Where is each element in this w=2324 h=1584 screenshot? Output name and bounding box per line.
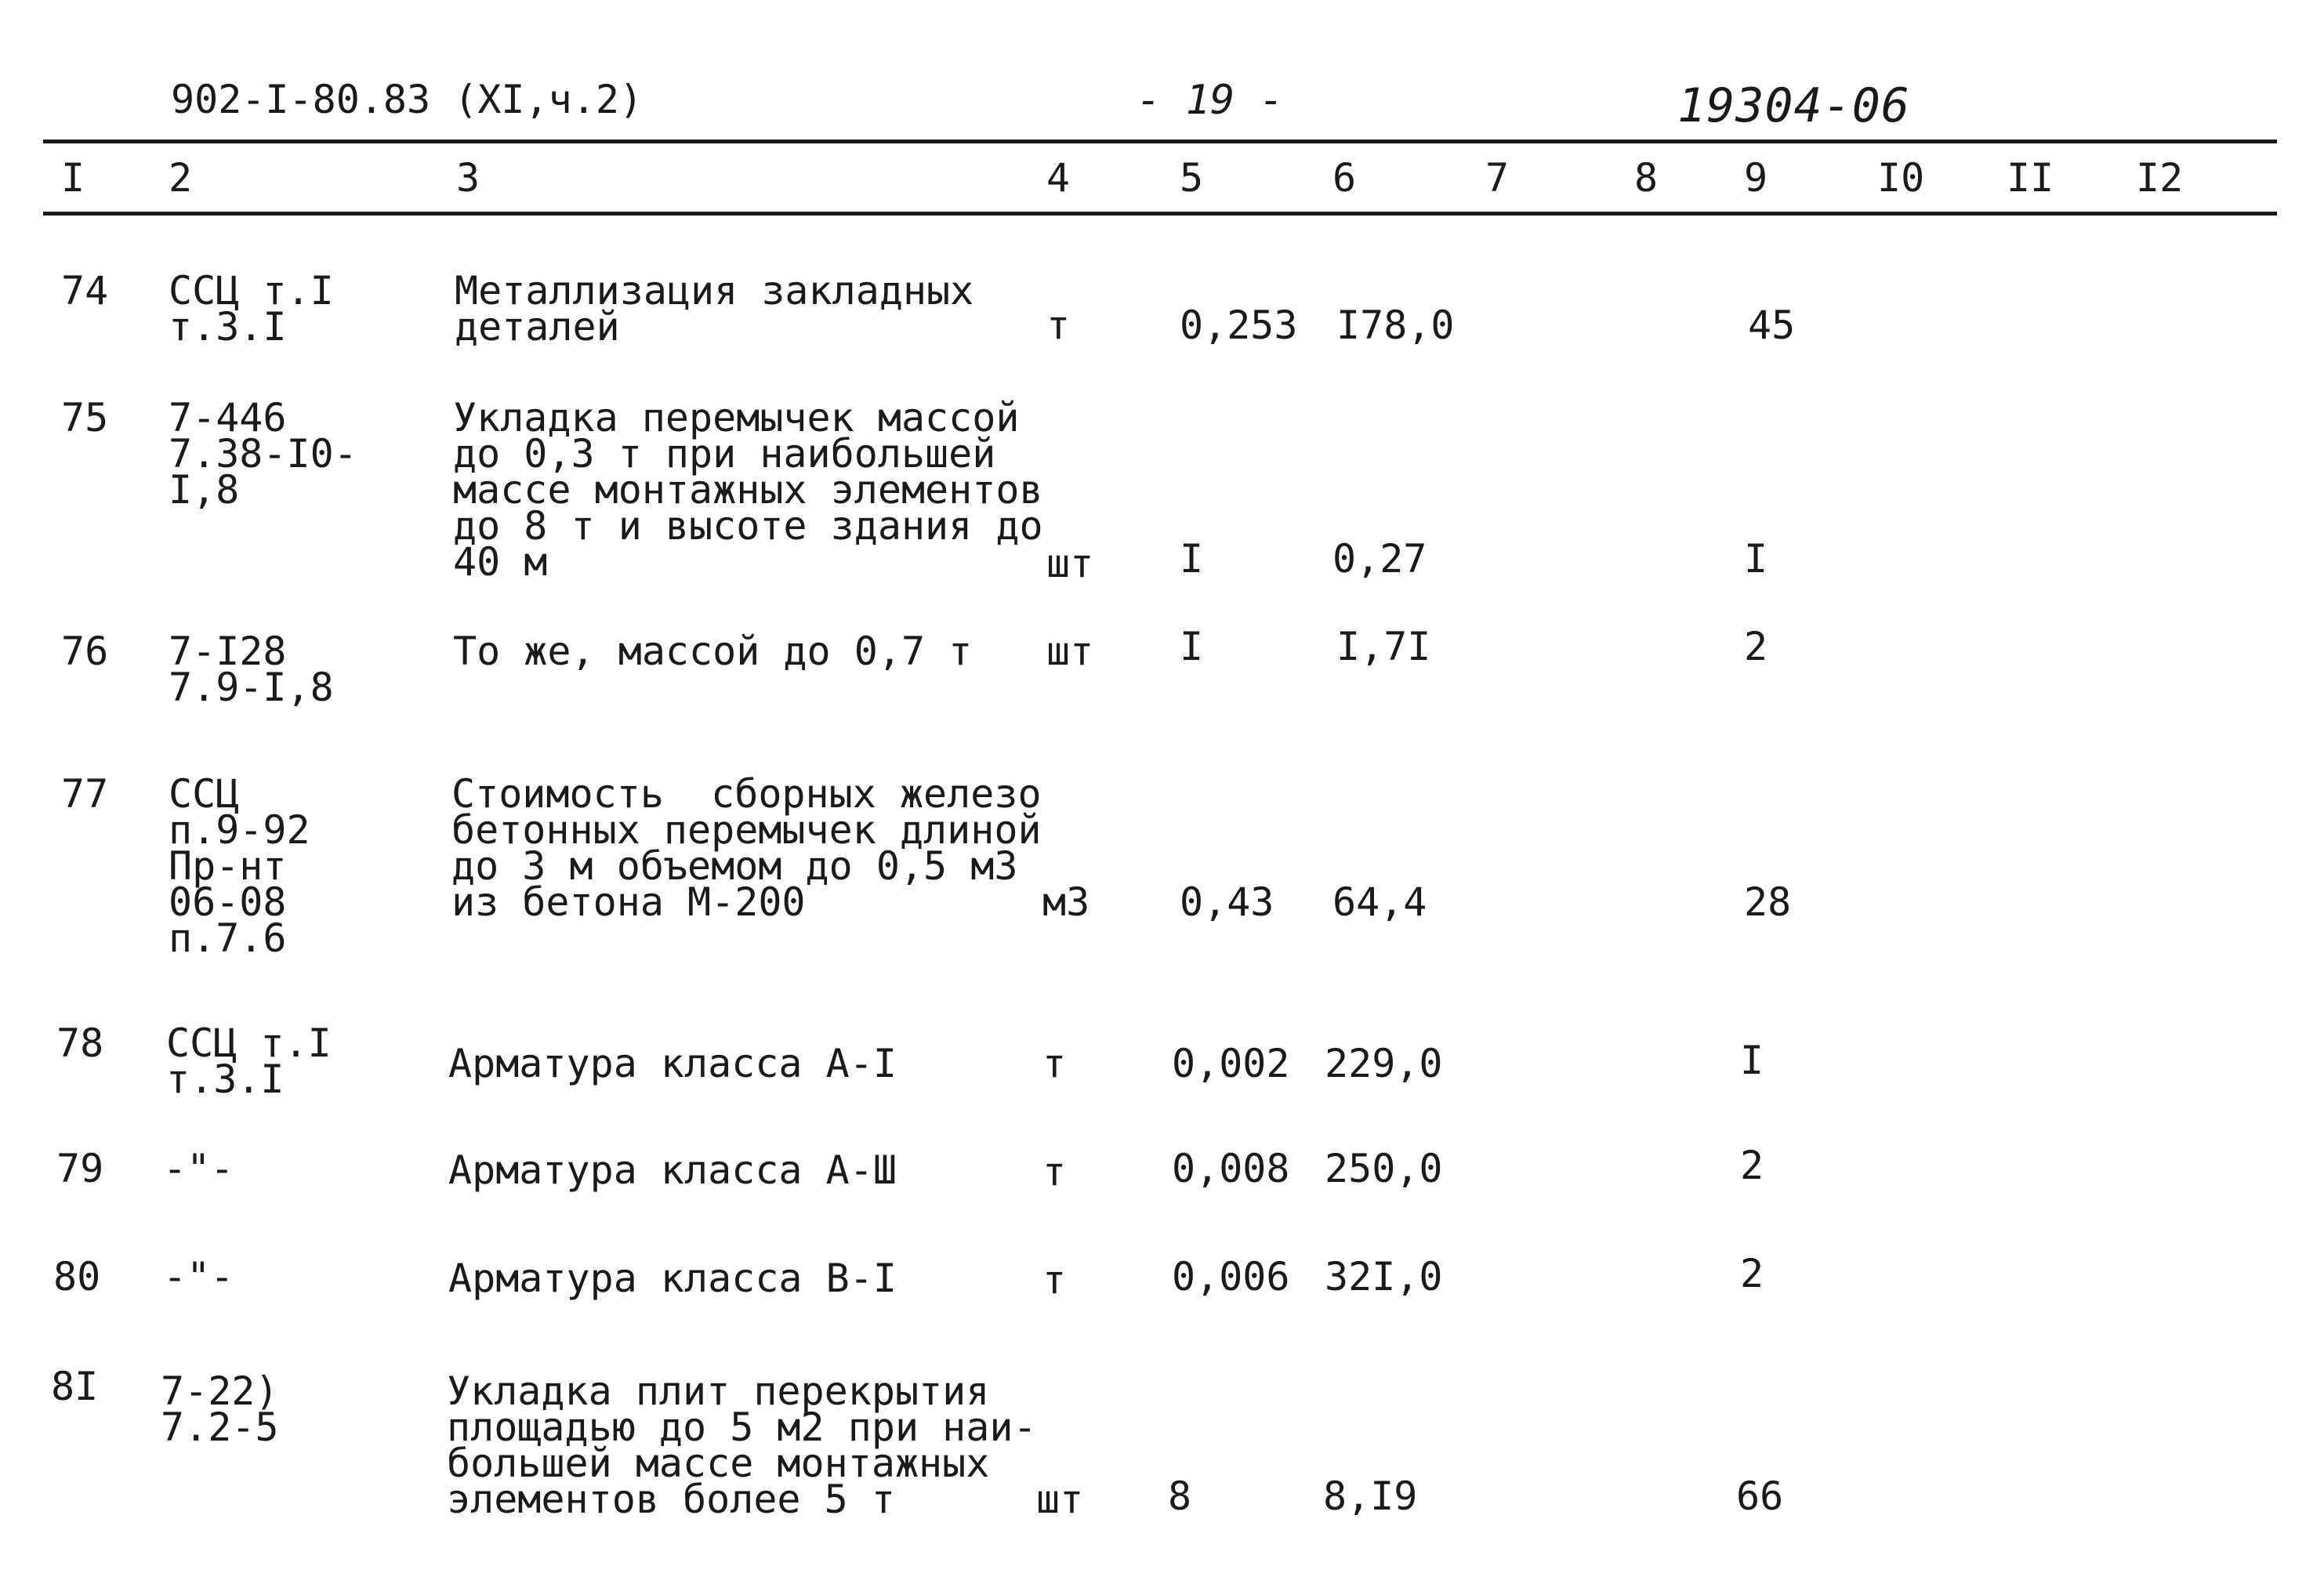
unit-price: 229,0 bbox=[1325, 1041, 1443, 1086]
work-description: Арматура класса В-I bbox=[448, 1256, 897, 1301]
unit-price: I,7I bbox=[1336, 624, 1431, 669]
column-header: 5 bbox=[1180, 155, 1204, 201]
unit-price: 8,I9 bbox=[1323, 1473, 1418, 1519]
quantity: I bbox=[1180, 536, 1204, 582]
norm-code: -"- bbox=[163, 1146, 234, 1191]
total-cost: 2 bbox=[1740, 1251, 1764, 1296]
unit-price: 0,27 bbox=[1332, 536, 1427, 582]
row-number: 80 bbox=[53, 1254, 101, 1299]
work-description: Укладка плит перекрытия площадью до 5 м2 при наи- большей массе монтажных элементов более 5 т bbox=[447, 1368, 1037, 1522]
unit: т bbox=[1042, 1257, 1067, 1303]
total-cost: I bbox=[1740, 1038, 1764, 1083]
unit: шт bbox=[1046, 629, 1094, 674]
column-header: 3 bbox=[456, 155, 480, 201]
quantity: 8 bbox=[1168, 1473, 1192, 1519]
unit: т bbox=[1046, 303, 1071, 348]
norm-code: 7-22) 7.2-5 bbox=[161, 1368, 279, 1450]
total-cost: 45 bbox=[1748, 303, 1796, 348]
row-number: 76 bbox=[61, 629, 109, 674]
header-rule-bottom bbox=[43, 212, 2277, 216]
row-number: 74 bbox=[61, 268, 109, 314]
norm-code: 7-I28 7.9-I,8 bbox=[169, 629, 334, 710]
row-number: 77 bbox=[61, 771, 109, 817]
column-header: 2 bbox=[169, 155, 193, 201]
unit: шт bbox=[1036, 1477, 1084, 1522]
work-description: Металлизация закладных деталей bbox=[455, 268, 974, 350]
norm-code: ССЦ т.I т.3.I bbox=[166, 1020, 332, 1102]
unit: м3 bbox=[1042, 879, 1090, 925]
archive-number: 19304-06 bbox=[1677, 78, 1910, 133]
page-number: - 19 - bbox=[1137, 77, 1284, 124]
unit-price: 250,0 bbox=[1325, 1146, 1443, 1191]
column-header: 6 bbox=[1332, 155, 1357, 201]
work-description: Арматура класса А-I bbox=[448, 1041, 897, 1086]
unit: т bbox=[1042, 1041, 1067, 1086]
norm-code: ССЦ п.9-92 Пр-нт 06-08 п.7.6 bbox=[169, 771, 310, 961]
column-header: I2 bbox=[2136, 155, 2184, 201]
column-header: 7 bbox=[1485, 155, 1510, 201]
row-number: 8I bbox=[51, 1364, 99, 1409]
column-header: I bbox=[61, 155, 85, 201]
document-code: 902-I-80.83 (XI,ч.2) bbox=[171, 77, 644, 122]
header-rule-top bbox=[43, 140, 2277, 143]
unit-price: I78,0 bbox=[1336, 303, 1455, 348]
column-header: 8 bbox=[1634, 155, 1659, 201]
work-description: То же, массой до 0,7 т bbox=[453, 629, 973, 674]
unit-price: 32I,0 bbox=[1325, 1254, 1443, 1299]
quantity: I bbox=[1180, 624, 1204, 669]
column-header: 4 bbox=[1046, 155, 1071, 201]
row-number: 78 bbox=[56, 1020, 104, 1066]
quantity: 0,008 bbox=[1172, 1146, 1290, 1191]
total-cost: 2 bbox=[1740, 1143, 1764, 1188]
total-cost: 28 bbox=[1744, 879, 1792, 925]
norm-code: 7-446 7.38-I0- I,8 bbox=[169, 395, 357, 513]
norm-code: ССЦ т.I т.3.I bbox=[169, 268, 334, 350]
total-cost: 2 bbox=[1744, 624, 1768, 669]
quantity: 0,006 bbox=[1172, 1254, 1290, 1299]
total-cost: 66 bbox=[1736, 1473, 1784, 1519]
quantity: 0,43 bbox=[1180, 879, 1274, 925]
column-header: 9 bbox=[1744, 155, 1768, 201]
row-number: 75 bbox=[61, 395, 109, 440]
quantity: 0,253 bbox=[1180, 303, 1298, 348]
column-header: I0 bbox=[1877, 155, 1925, 201]
work-description: Стоимость сборных железо бетонных перемычек длиной до 3 м объемом до 0,5 м3 из бетона М-200 bbox=[451, 771, 1042, 925]
total-cost: I bbox=[1744, 536, 1768, 582]
quantity: 0,002 bbox=[1172, 1041, 1290, 1086]
column-header: II bbox=[2007, 155, 2054, 201]
unit-price: 64,4 bbox=[1332, 879, 1427, 925]
norm-code: -"- bbox=[163, 1254, 234, 1299]
work-description: Арматура класса А-Ш bbox=[448, 1147, 897, 1193]
work-description: Укладка перемычек массой до 0,3 т при наибольшей массе монтажных элементов до 8 т и высоте здания до 40 м bbox=[453, 395, 1043, 585]
row-number: 79 bbox=[56, 1146, 104, 1191]
unit: шт bbox=[1046, 541, 1094, 586]
unit: т bbox=[1042, 1149, 1067, 1194]
